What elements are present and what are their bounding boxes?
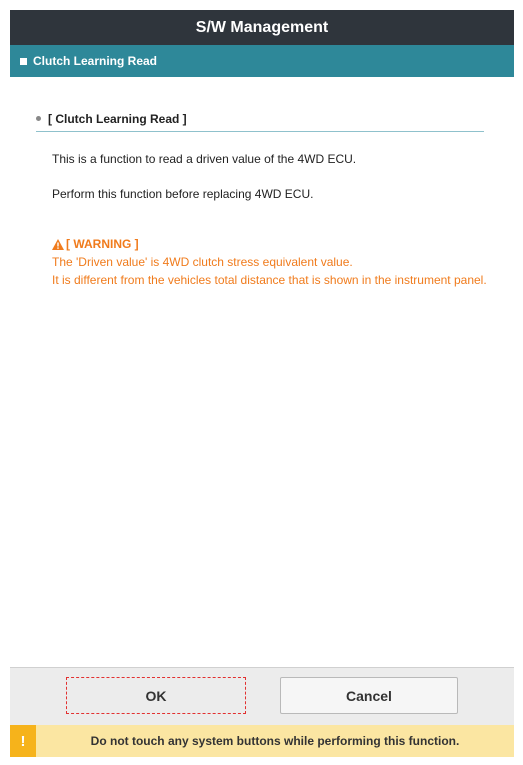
exclamation-icon: ! — [10, 725, 36, 757]
section-title: Clutch Learning Read — [33, 54, 158, 68]
content-heading — [36, 110, 484, 132]
description-paragraph-1: This is a function to read a driven value of the 4WD ECU. — [52, 152, 357, 166]
content-heading-text: [ Clutch Learning Read ] — [48, 111, 187, 126]
section-header — [10, 45, 514, 77]
dot-bullet-icon — [36, 116, 41, 121]
notice-text: Do not touch any system buttons while performing this function. — [90, 734, 460, 748]
notice-bar — [10, 725, 514, 757]
warning-title-text: [ WARNING ] — [66, 237, 139, 251]
description-paragraph-2: Perform this function before replacing 4WD ECU. — [52, 187, 314, 201]
window-title-bar — [10, 10, 514, 45]
square-bullet-icon — [20, 58, 27, 65]
warning-title — [52, 235, 492, 253]
content-panel — [10, 77, 514, 667]
cancel-button[interactable]: Cancel — [280, 677, 458, 714]
ok-button[interactable]: OK — [66, 677, 246, 714]
warning-line-2: It is different from the vehicles total distance that is shown in the instrument panel. — [52, 273, 487, 287]
warning-block — [52, 235, 492, 289]
warning-triangle-icon — [52, 239, 64, 250]
warning-line-1: The 'Driven value' is 4WD clutch stress equivalent value. — [52, 255, 353, 269]
button-bar — [10, 667, 514, 725]
window-title: S/W Management — [195, 18, 329, 36]
